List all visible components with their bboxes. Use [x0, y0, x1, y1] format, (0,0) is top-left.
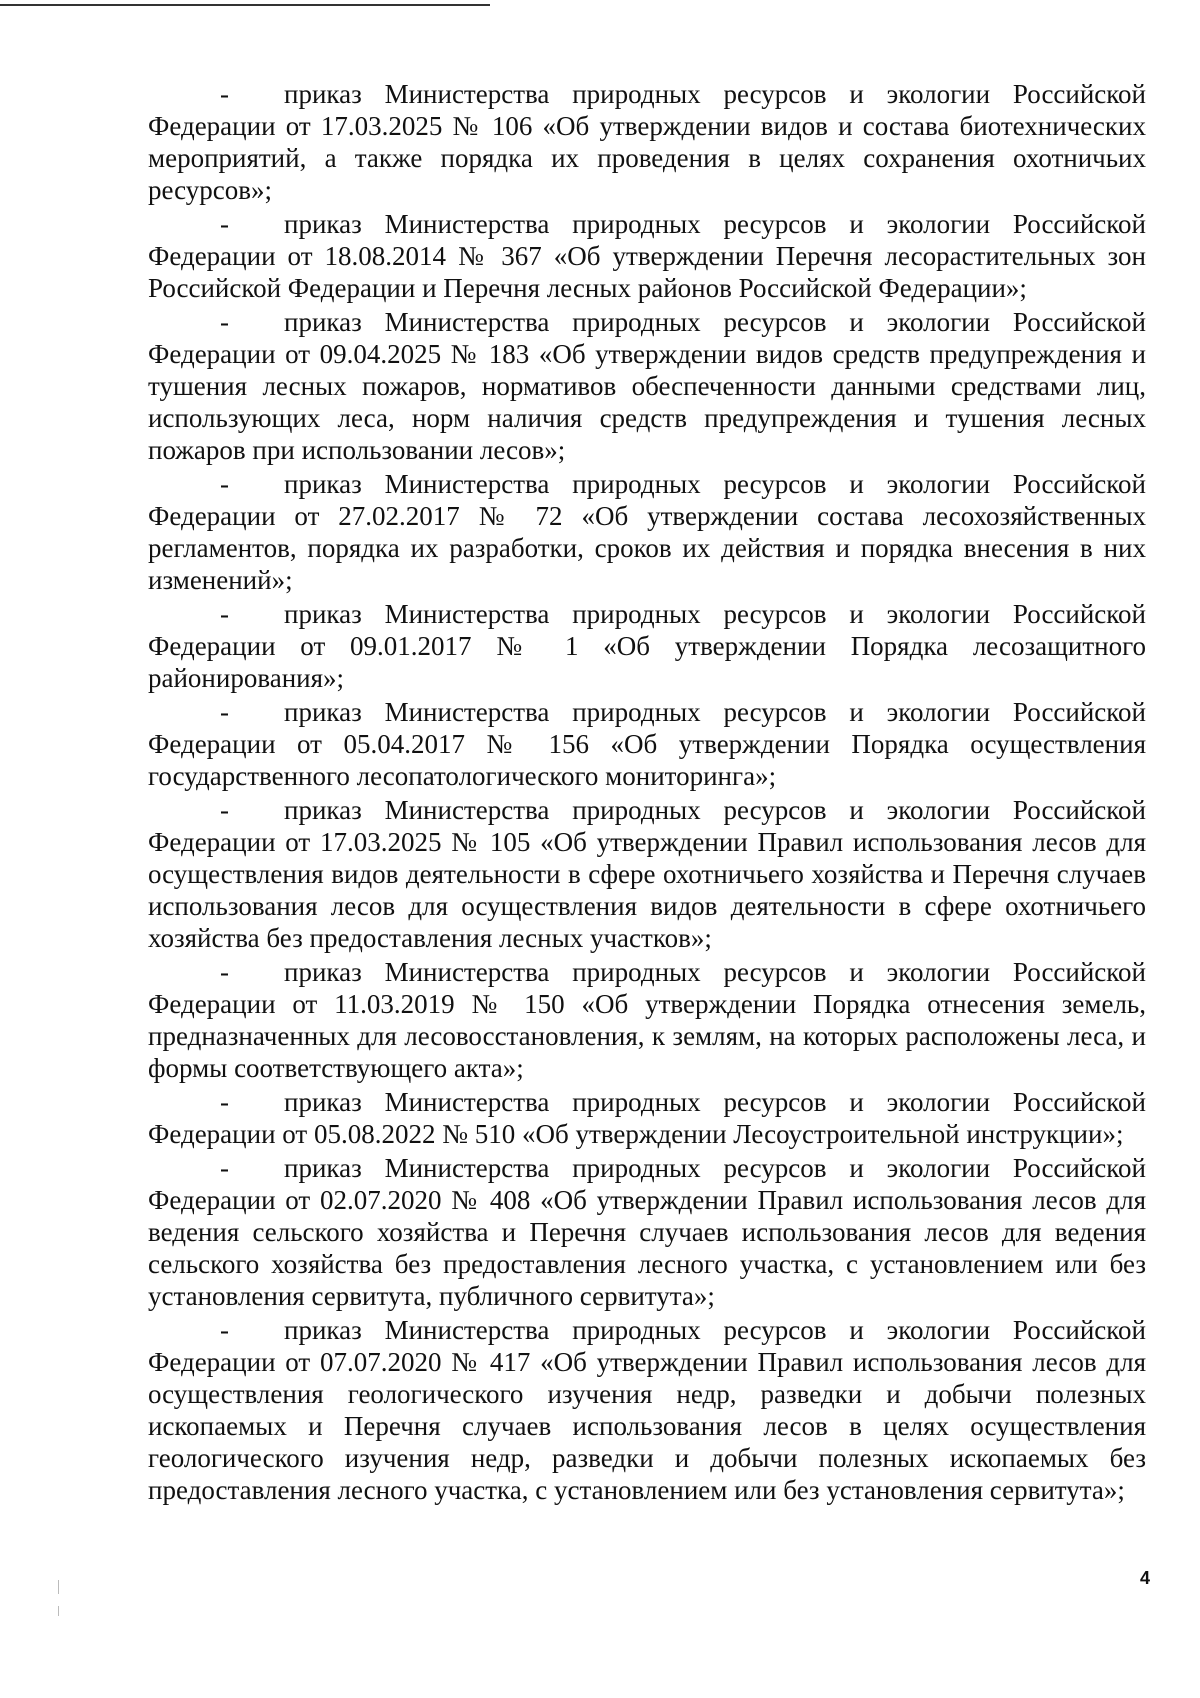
list-dash: - — [220, 1315, 229, 1345]
list-dash: - — [220, 599, 229, 629]
list-dash: - — [220, 795, 229, 825]
list-item — [148, 1152, 1146, 1312]
list-item-text: приказ Министерства природных ресурсов и экологии Российской Федерации от 17.03.2025 № 106 «Об утверждении видов и состава биотехнических мероприятий, а также порядка их проведения в целях сохранения охотничьих ресурсов»; — [148, 79, 1146, 205]
list-item — [148, 696, 1146, 792]
list-item-text: приказ Министерства природных ресурсов и экологии Российской Федерации от 02.07.2020 № 408 «Об утверждении Правил использования лесов для ведения сельского хозяйства и Перечня случаев использования лесов для ведения сельского хозяйства без предоставления лесного участка, с установлением или без установления сервитута, публичного сервитута»; — [148, 1153, 1146, 1311]
list-item — [148, 956, 1146, 1084]
list-item-text: приказ Министерства природных ресурсов и экологии Российской Федерации от 17.03.2025 № 105 «Об утверждении Правил использования лесов для осуществления видов деятельности в сфере охотничьего хозяйства и Перечня случаев использования лесов для осуществления видов деятельности в сфере охотничьего хозяйства без предоставления лесных участков»; — [148, 795, 1146, 953]
list-item-text: приказ Министерства природных ресурсов и экологии Российской Федерации от 09.04.2025 № 183 «Об утверждении видов средств предупреждения и тушения лесных пожаров, нормативов обеспеченности данными средствами лиц, использующих леса, норм наличия средств предупреждения и тушения лесных пожаров при использовании лесов»; — [148, 307, 1146, 465]
list-item-text: приказ Министерства природных ресурсов и экологии Российской Федерации от 11.03.2019 № 150 «Об утверждении Порядка отнесения земель, предназначенных для лесовосстановления, к землям, на которых расположены леса, и формы соответствующего акта»; — [148, 957, 1146, 1083]
list-item-text: приказ Министерства природных ресурсов и экологии Российской Федерации от 05.04.2017 № 156 «Об утверждении Порядка осуществления государственного лесопатологического мониторинга»; — [148, 697, 1146, 791]
list-item — [148, 468, 1146, 596]
top-scan-rule — [0, 4, 490, 6]
list-item — [148, 1314, 1146, 1506]
list-dash: - — [220, 307, 229, 337]
list-dash: - — [220, 209, 229, 239]
list-item-text: приказ Министерства природных ресурсов и экологии Российской Федерации от 05.08.2022 № 510 «Об утверждении Лесоустроительной инструкции»; — [148, 1087, 1146, 1149]
list-item-text: приказ Министерства природных ресурсов и экологии Российской Федерации от 18.08.2014 № 367 «Об утверждении Перечня лесорастительных зон Российской Федерации и Перечня лесных районов Российской Федерации»; — [148, 209, 1146, 303]
list-dash: - — [220, 697, 229, 727]
list-item — [148, 598, 1146, 694]
list-dash: - — [220, 1153, 229, 1183]
page-number: 4 — [1139, 1568, 1150, 1588]
list-item — [148, 306, 1146, 466]
list-item — [148, 78, 1146, 206]
list-item — [148, 1086, 1146, 1150]
list-dash: - — [220, 1087, 229, 1117]
list-item-text: приказ Министерства природных ресурсов и экологии Российской Федерации от 09.01.2017 № 1 «Об утверждении Порядка лесозащитного районирования»; — [148, 599, 1146, 693]
document-body — [148, 78, 1146, 1508]
list-item — [148, 794, 1146, 954]
list-dash: - — [220, 469, 229, 499]
list-item — [148, 208, 1146, 304]
scan-artifact — [58, 1606, 59, 1616]
list-dash: - — [220, 957, 229, 987]
list-item-text: приказ Министерства природных ресурсов и экологии Российской Федерации от 07.07.2020 № 417 «Об утверждении Правил использования лесов для осуществления геологического изучения недр, разведки и добычи полезных ископаемых и Перечня случаев использования лесов в целях осуществления геологического изучения недр, разведки и добычи полезных ископаемых без предоставления лесного участка, с установлением или без установления сервитута»; — [148, 1315, 1146, 1505]
list-item-text: приказ Министерства природных ресурсов и экологии Российской Федерации от 27.02.2017 № 72 «Об утверждении состава лесохозяйственных регламентов, порядка их разработки, сроков их действия и порядка внесения в них изменений»; — [148, 469, 1146, 595]
list-dash: - — [220, 79, 229, 109]
scan-artifact — [58, 1580, 59, 1594]
